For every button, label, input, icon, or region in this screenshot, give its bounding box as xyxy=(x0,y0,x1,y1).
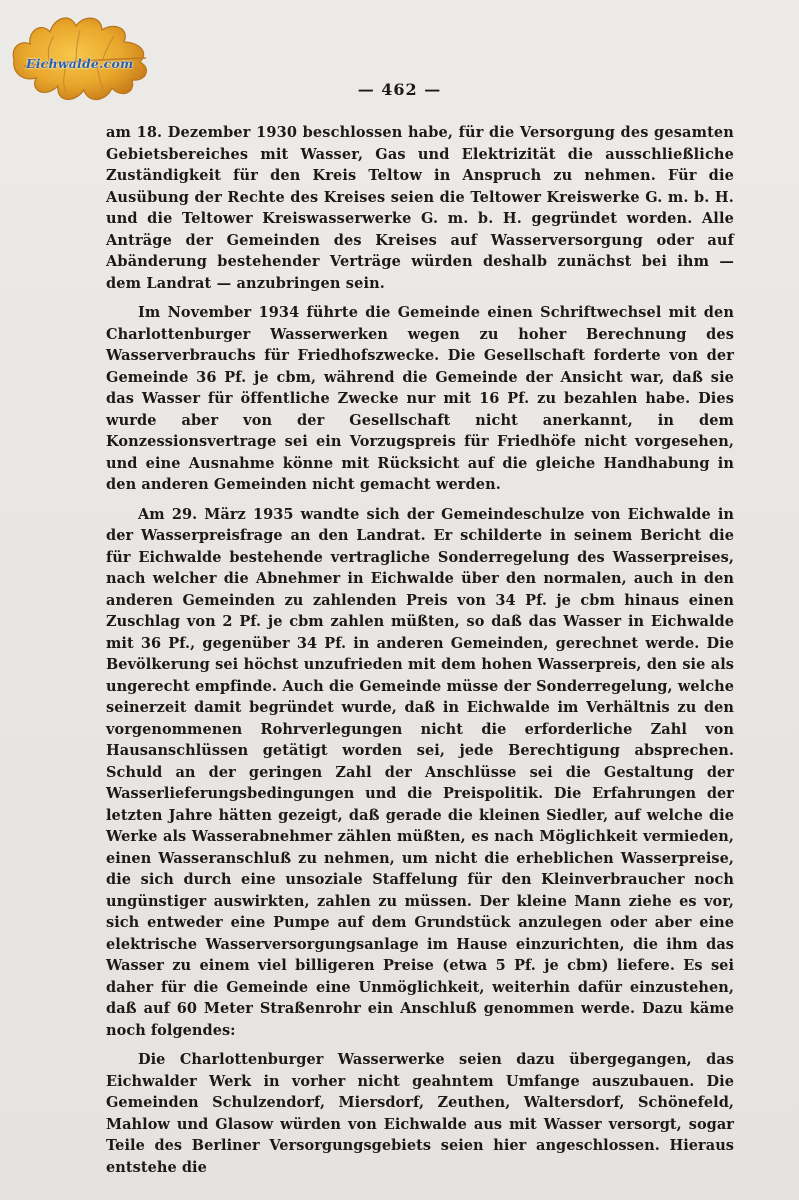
paragraph: Im November 1934 führte die Gemeinde einen Schriftwechsel mit den Charlottenburger Wasserwerken wegen zu hoher Berechnung des Wasserverbrauchs für Friedhofszwecke. Die Gesellschaft forderte von der Gemeinde 36 Pf. je cbm, während die Gemeinde der Ansicht war, daß sie das Wasser für öffentliche Zwecke nur mit 16 Pf. zu bezahlen habe. Dies wurde aber von der Gesellschaft nicht anerkannt, in dem Konzessionsvertrage sei ein Vorzugspreis für Friedhöfe nicht vorgesehen, und eine Ausnahme könne mit Rücksicht auf die gleiche Handhabung in den anderen Gemeinden nicht gemacht werden. xyxy=(106,304,734,493)
body-text xyxy=(106,122,734,1186)
page-number: — 462 — xyxy=(357,80,442,99)
paragraph: am 18. Dezember 1930 beschlossen habe, für die Versorgung des gesamten Gebietsbereiches mit Wasser, Gas und Elektrizität die ausschließliche Zuständigkeit für den Kreis Teltow in Anspruch zu nehmen. Für die Ausübung der Rechte des Kreises seien die Teltower Kreiswerke G. m. b. H. und die Teltower Kreiswasserwerke G. m. b. H. gegründet worden. Alle Anträge der Gemeinden des Kreises auf Wasserversorgung oder auf Abänderung bestehender Verträge würden deshalb zunächst bei ihm — dem Landrat — anzubringen sein. xyxy=(106,124,734,292)
logo-text: Eichwalde.com xyxy=(26,56,134,71)
paragraph: Am 29. März 1935 wandte sich der Gemeindeschulze von Eichwalde in der Wasserpreisfrage an den Landrat. Er schilderte in seinem Bericht die für Eichwalde bestehende vertragliche Sonderregelung des Wasserpreises, nach welcher die Abnehmer in Eichwalde über den normalen, auch in den anderen Gemeinden zu zahlenden Preis von 34 Pf. je cbm hinaus einen Zuschlag von 2 Pf. je cbm zahlen müßten, so daß das Wasser in Eichwalde mit 36 Pf., gegenüber 34 Pf. in anderen Gemeinden, gerechnet werde. Die Bevölkerung sei höchst unzufrieden mit dem hohen Wasserpreis, den sie als ungerecht empfinde. Auch die Gemeinde müsse der Sonderregelung, welche seinerzeit damit begründet wurde, daß in Eichwalde im Verhältnis zu den vorgenommenen Rohrverlegungen nicht die erforderliche Zahl von Hausanschlüssen getätigt worden sei, jede Berechtigung absprechen. Schuld an der geringen Zahl der Anschlüsse sei die Gestaltung der Wasserlieferungsbedingungen und die Preispolitik. Die Erfahrungen der letzten Jahre hätten gezeigt, daß gerade die kleinen Siedler, auf welche die Werke als Wasserabnehmer zählen müßten, es nach Möglichkeit vermieden, einen Wasseranschluß zu nehmen, um nicht die erheblichen Wasserpreise, die sich durch eine unsoziale Staffelung für den Kleinverbraucher noch ungünstiger auswirkten, zahlen zu müssen. Der kleine Mann ziehe es vor, sich entweder eine Pumpe auf dem Grundstück anzulegen oder aber eine elektrische Wasserversorgungsanlage im Hause einzurichten, die ihm das Wasser zu einem viel billigeren Preise (etwa 5 Pf. je cbm) liefere. Es sei daher für die Gemeinde eine Unmöglichkeit, weiterhin dafür einzustehen, daß auf 60 Meter Straßenrohr ein Anschluß genommen werde. Dazu käme noch folgendes: xyxy=(106,505,734,1039)
paragraph: Die Charlottenburger Wasserwerke seien dazu übergegangen, das Eichwalder Werk in vorher nicht geahntem Umfange auszubauen. Die Gemeinden Schulzendorf, Miersdorf, Zeuthen, Waltersdorf, Schönefeld, Mahlow und Glasow würden von Eichwalde aus mit Wasser versorgt, sogar Teile des Berliner Versorgungsgebiets seien hier angeschlossen. Hieraus entstehe die xyxy=(106,1051,734,1176)
